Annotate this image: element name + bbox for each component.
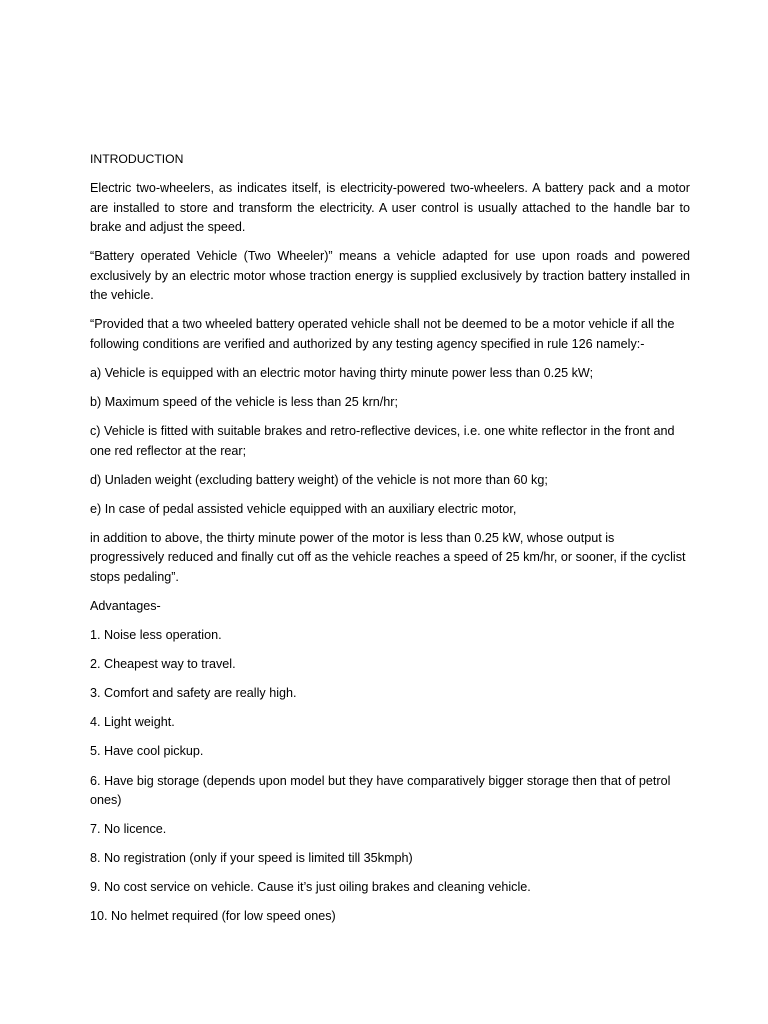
condition-a: a) Vehicle is equipped with an electric motor having thirty minute power less than 0.25 kW; bbox=[90, 365, 594, 380]
advantages-heading: Advantages- bbox=[90, 598, 161, 613]
document-page bbox=[90, 150, 690, 936]
advantage-item: 5. Have cool pickup. bbox=[90, 744, 204, 759]
condition-d: d) Unladen weight (excluding battery weight) of the vehicle is not more than 60 kg; bbox=[90, 472, 548, 487]
condition-c: c) Vehicle is fitted with suitable brakes and retro-reflective devices, i.e. one white reflector in the front and one red reflector at the rear; bbox=[90, 424, 675, 458]
advantage-item: 2. Cheapest way to travel. bbox=[90, 657, 236, 672]
advantage-item: 3. Comfort and safety are really high. bbox=[90, 686, 297, 701]
proviso-paragraph: “Provided that a two wheeled battery operated vehicle shall not be deemed to be a motor vehicle if all the following conditions are verified and authorized by any testing agency specified in rule 126 namely:- bbox=[90, 317, 675, 351]
document-heading: INTRODUCTION bbox=[90, 152, 184, 166]
advantage-item: 6. Have big storage (depends upon model but they have comparatively bigger storage then that of petrol ones) bbox=[90, 773, 671, 807]
advantage-item: 8. No registration (only if your speed is limited till 35kmph) bbox=[90, 851, 413, 866]
advantage-item: 1. Noise less operation. bbox=[90, 628, 222, 643]
intro-paragraph: Electric two-wheelers, as indicates itself, is electricity-powered two-wheelers. A battery pack and a motor are installed to store and transform the electricity. A user control is usually attached to the handle bar to brake and adjust the speed. bbox=[90, 181, 690, 235]
condition-b: b) Maximum speed of the vehicle is less than 25 krn/hr; bbox=[90, 394, 398, 409]
condition-e: e) In case of pedal assisted vehicle equipped with an auxiliary electric motor, bbox=[90, 501, 517, 516]
definition-paragraph: “Battery operated Vehicle (Two Wheeler)” means a vehicle adapted for use upon roads and powered exclusively by an electric motor whose traction energy is supplied exclusively by traction battery installed in the vehicle. bbox=[90, 249, 690, 303]
advantage-item: 7. No licence. bbox=[90, 822, 167, 837]
advantage-item: 10. No helmet required (for low speed ones) bbox=[90, 909, 336, 924]
addition-paragraph: in addition to above, the thirty minute power of the motor is less than 0.25 kW, whose output is progressively reduced and finally cut off as the vehicle reaches a speed of 25 km/hr, or sooner, if the cyclist stops pedaling”. bbox=[90, 530, 686, 584]
advantage-item: 4. Light weight. bbox=[90, 715, 175, 730]
advantage-item: 9. No cost service on vehicle. Cause it’s just oiling brakes and cleaning vehicle. bbox=[90, 880, 531, 895]
